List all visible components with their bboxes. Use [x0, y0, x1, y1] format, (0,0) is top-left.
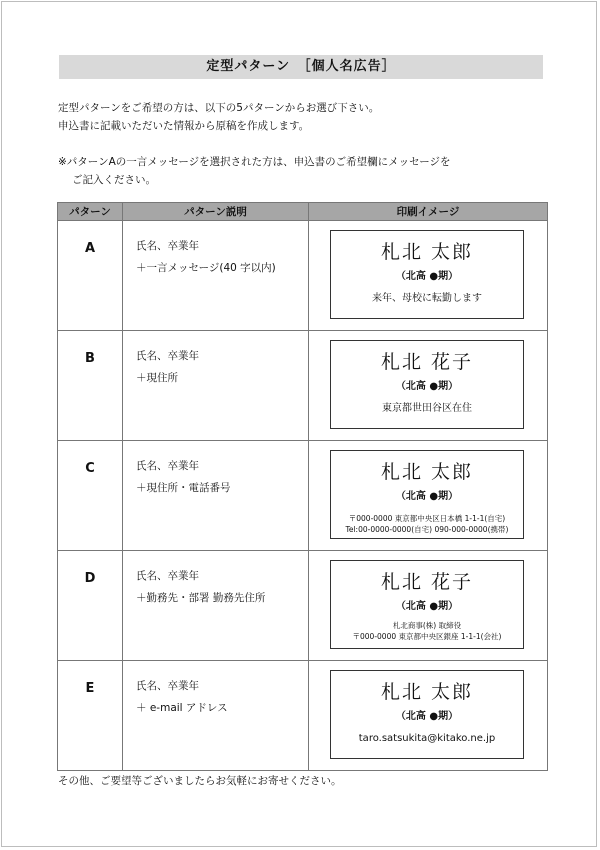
card-graduation: （北高 ●期）: [395, 381, 459, 392]
description-line-1: 氏名、卒業年: [136, 240, 199, 252]
pattern-description-cell: [123, 661, 309, 771]
card-graduation: （北高 ●期）: [395, 711, 459, 722]
table-row: [58, 221, 548, 331]
pattern-letter-cell: [58, 221, 123, 331]
print-preview-card: [330, 230, 524, 319]
card-address: 東京都世田谷区在住: [382, 403, 472, 414]
intro-line-1: 定型パターンをご希望の方は、以下の5パターンからお選び下さい。: [58, 102, 380, 114]
page-title: 定型パターン ［個人名広告］: [59, 55, 543, 79]
print-preview-card: [330, 450, 524, 539]
pattern-description-cell: [123, 331, 309, 441]
card-name: 札北 太郎: [380, 241, 474, 263]
pattern-letter: C: [85, 461, 95, 476]
header-image: 印刷イメージ: [309, 203, 548, 221]
closing-text: その他、ご要望等ございましたらお気軽にお寄せください。: [58, 775, 342, 787]
pattern-letter: A: [84, 241, 96, 256]
card-company: 札北商事(株) 取締役: [392, 621, 462, 630]
print-image-cell: [309, 331, 548, 441]
description-line-2: ＋ e-mail アドレス: [136, 702, 228, 714]
card-name: 札北 太郎: [380, 461, 474, 483]
table-row: [58, 441, 548, 551]
description-line-2: ＋現住所: [136, 372, 178, 384]
print-preview-card: [330, 560, 524, 649]
card-graduation: （北高 ●期）: [395, 601, 459, 612]
card-name: 札北 花子: [380, 351, 474, 373]
description-line-1: 氏名、卒業年: [136, 680, 199, 692]
pattern-description-cell: [123, 221, 309, 331]
pattern-letter: B: [85, 351, 95, 366]
print-image-cell: [309, 551, 548, 661]
card-company-address: 〒000-0000 東京都中央区銀座 1-1-1(会社): [352, 632, 502, 641]
description-line-2: ＋一言メッセージ(40 字以内): [136, 262, 276, 274]
pattern-letter-cell: [58, 331, 123, 441]
intro-line-2: 申込書に記載いただいた情報から原稿を作成します。: [58, 120, 310, 132]
description-line-1: 氏名、卒業年: [136, 460, 199, 472]
card-message: 来年、母校に転勤します: [372, 293, 482, 304]
pattern-letter-cell: [58, 551, 123, 661]
pattern-letter-cell: [58, 441, 123, 551]
description-line-1: 氏名、卒業年: [136, 570, 199, 582]
print-preview-card: [330, 670, 524, 759]
description-line-1: 氏名、卒業年: [136, 350, 199, 362]
table-row: [58, 661, 548, 771]
card-home-address: 〒000-0000 東京都中央区日本橋 1-1-1(自宅): [348, 514, 506, 523]
pattern-letter: E: [85, 681, 95, 696]
pattern-description-cell: [123, 441, 309, 551]
print-image-cell: [309, 661, 548, 771]
pattern-letter: D: [84, 571, 96, 586]
card-email: taro.satsukita@kitako.ne.jp: [358, 733, 496, 744]
print-preview-card: [330, 340, 524, 429]
card-name: 札北 花子: [380, 571, 474, 593]
card-name: 札北 太郎: [380, 681, 474, 703]
intro-text: [58, 99, 379, 135]
header-description: パターン説明: [123, 203, 309, 221]
note-line-2: ご記入ください。: [72, 174, 156, 186]
card-graduation: （北高 ●期）: [395, 271, 459, 282]
pattern-description-cell: [123, 551, 309, 661]
card-graduation: （北高 ●期）: [395, 491, 459, 502]
description-line-2: ＋現住所・電話番号: [136, 482, 231, 494]
print-image-cell: [309, 441, 548, 551]
header-pattern: パターン: [58, 203, 123, 221]
table-row: [58, 551, 548, 661]
pattern-table: [57, 202, 548, 771]
table-row: [58, 331, 548, 441]
note-text: [58, 153, 451, 189]
card-phone: Tel:00-0000-0000(自宅) 090-000-0000(携帯): [345, 525, 509, 534]
pattern-letter-cell: [58, 661, 123, 771]
note-line-1: ※パターンAの一言メッセージを選択された方は、申込書のご希望欄にメッセージを: [58, 156, 451, 168]
table-header-row: [58, 203, 548, 221]
print-image-cell: [309, 221, 548, 331]
description-line-2: ＋勤務先・部署 勤務先住所: [136, 592, 266, 604]
